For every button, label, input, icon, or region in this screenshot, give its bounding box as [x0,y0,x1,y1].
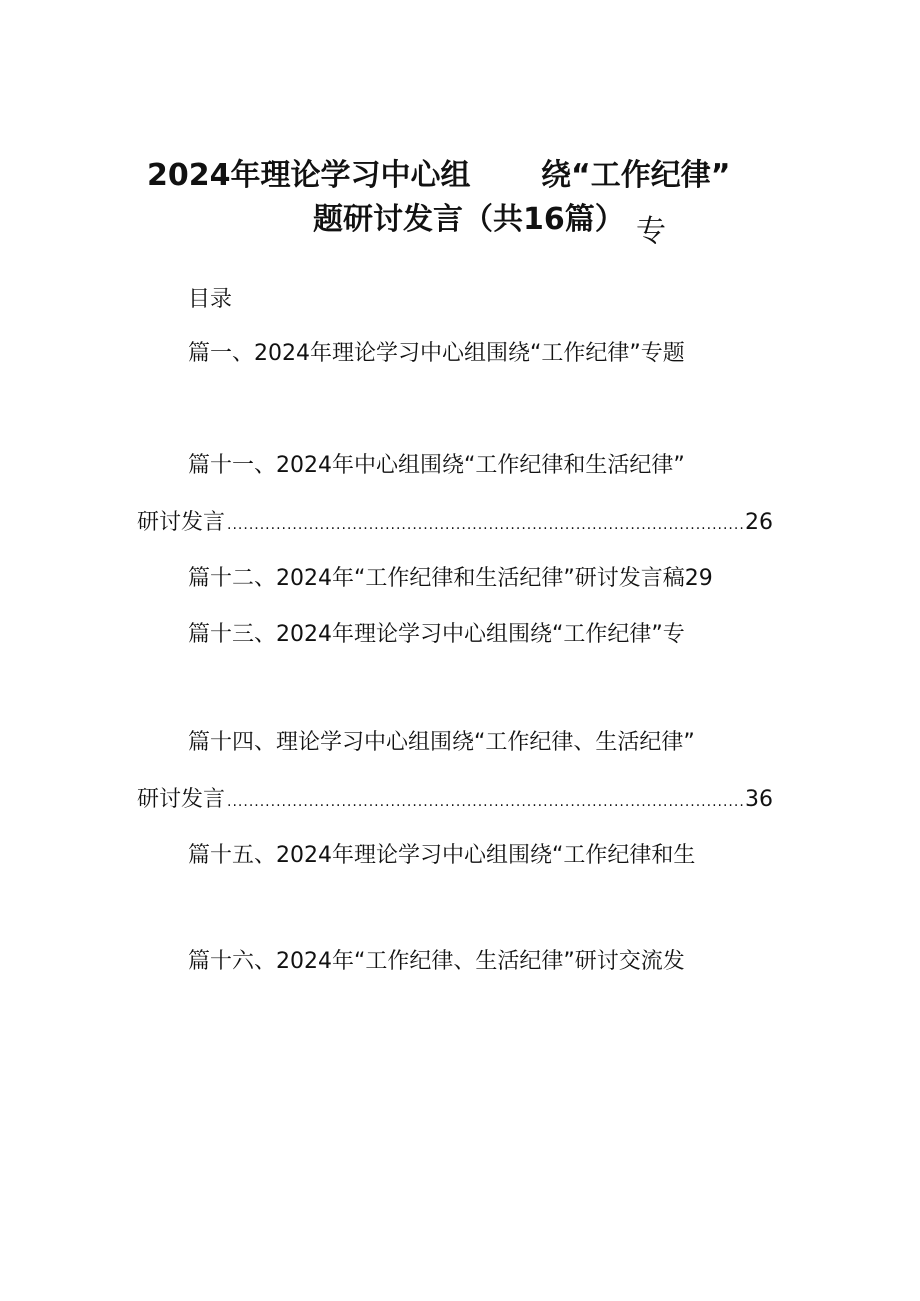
toc-entry-14-continuation-text: 研讨发言 [137,787,226,812]
dot-leader [227,511,743,539]
toc-entry-11[interactable]: 篇十一、2024年中心组围绕“工作纪律和生活纪律” [188,453,685,478]
toc-entry-12[interactable]: 篇十二、2024年“工作纪律和生活纪律”研讨发言稿29 [188,566,713,591]
toc-heading: 目录 [188,287,233,312]
toc-entry-14-page-number: 36 [745,787,773,812]
toc-entry-11-page-number: 26 [745,510,773,535]
toc-entry-14[interactable]: 篇十四、理论学习中心组围绕“工作纪律、生活纪律” [188,730,695,755]
toc-entry-1[interactable]: 篇一、2024年理论学习中心组围绕“工作纪律”专题 [188,341,685,366]
title-line-1-part-2: 绕“工作纪律” [541,158,731,193]
toc-entry-15[interactable]: 篇十五、2024年理论学习中心组围绕“工作纪律和生 [188,843,696,868]
toc-entry-14-continuation[interactable] [137,786,773,816]
toc-entry-11-continuation-text: 研讨发言 [137,510,226,535]
toc-entry-16[interactable]: 篇十六、2024年“工作纪律、生活纪律”研讨交流发 [188,949,685,974]
title-line-2-part-1: 题研讨发言（共16篇） [313,202,625,237]
toc-entry-13[interactable]: 篇十三、2024年理论学习中心组围绕“工作纪律”专 [188,622,685,647]
title-line-2-part-2: 专 [636,214,666,249]
dot-leader [227,788,743,816]
toc-entry-11-continuation[interactable] [137,509,773,539]
title-line-1-part-1: 2024年理论学习中心组 [147,158,471,193]
